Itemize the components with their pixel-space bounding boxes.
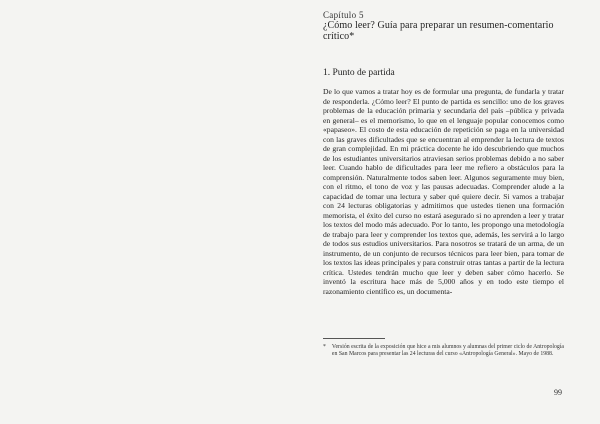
page-number: 99 <box>554 388 562 397</box>
body-paragraph: De lo que vamos a tratar hoy es de formular una pregunta, de fundarla y tratar de responderla. ¿Cómo leer? El punto de partida es sencillo: uno de los graves problemas de la educación primaria y secundaria del país –pública y privada en general– es el memorismo, lo que en el lenguaje popular conocemos como «papaseo». El costo de esta educación de repetición se paga en la universidad con las graves dificultades que se encuentran al emprender la lectura de textos de gran complejidad. En mi práctica docente he ido descubriendo que muchos de los estudiantes universitarios atraviesan serios problemas debido a no saber leer. Cuando hablo de dificultades para leer me refiero a obstáculos para la comprensión. Naturalmente todos saben leer. Algunos seguramente muy bien, con el ritmo, el tono de voz y las pausas adecuadas. Comprender alude a la capacidad de tomar una lectura y saber qué quiere decir. Si vamos a trabajar con 24 lecturas obligatorias y admitimos que ustedes tienen una formación memorista, el éxito del curso no estará asegurado si no aprenden a leer y tratar los textos del modo más adecuado. Por lo tanto, les propongo una metodología de trabajo para leer y comprender los textos que, además, les servirá a lo largo de todos sus estudios universitarios. Para nosotros se tratará de un arma, de un instrumento, de un conjunto de recursos técnicos para leer bien, para tomar de los textos las ideas principales y para construir otras tantas a partir de la lectura crítica. Ustedes tendrán mucho que leer y deben saber cómo hacerlo. Se inventó la escritura hace más de 5,000 años y en todo este tiempo el razonamiento científico es, un documenta- <box>323 87 564 296</box>
footnote-text: Versión escrita de la exposición que hice a mis alumnos y alumnas del primer ciclo de Antropología en San Marcos para presentar las 24 lecturas del curso «Antropología General». Mayo de 1988. <box>331 344 564 358</box>
footnote <box>323 344 564 358</box>
footnote-mark: * <box>323 344 326 350</box>
chapter-label: Capítulo 5 <box>323 10 364 20</box>
footnote-divider <box>323 338 385 339</box>
chapter-title: ¿Cómo leer? Guía para preparar un resumen-comentario crítico* <box>323 20 554 42</box>
body-text <box>323 87 564 296</box>
section-heading: 1. Punto de partida <box>323 68 395 78</box>
